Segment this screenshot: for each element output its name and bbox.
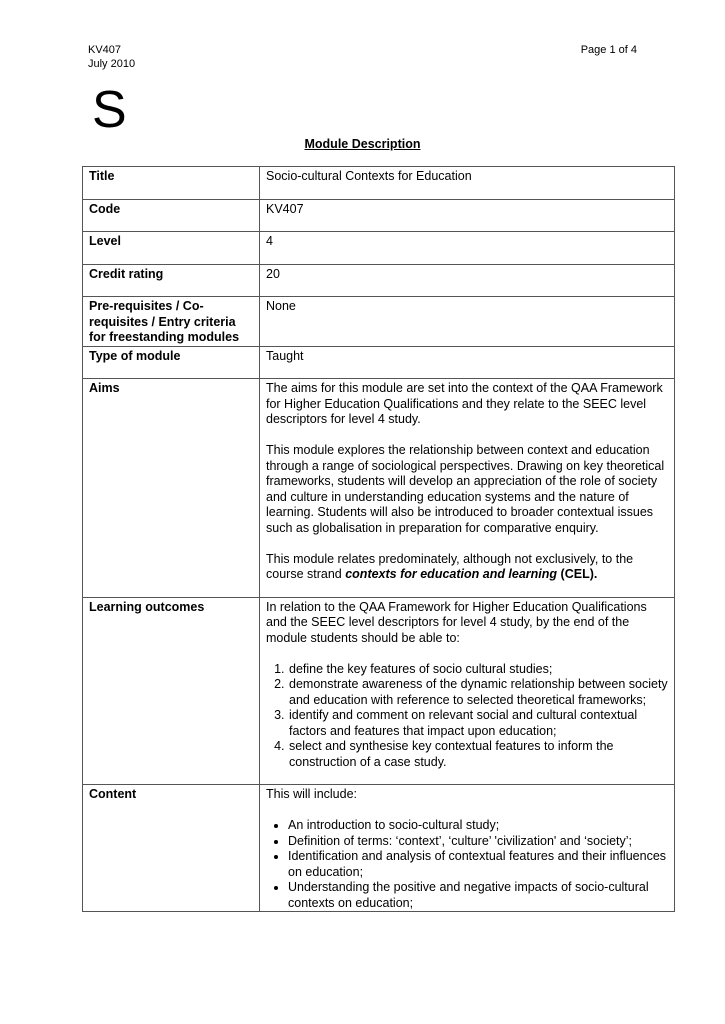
list-item: 4. select and synthesise key contextual features to inform the construction of a case study. <box>288 739 668 770</box>
row-label: Learning outcomes <box>83 597 260 785</box>
page-number: Page 1 of 4 <box>580 44 637 56</box>
row-value: Taught <box>260 346 675 379</box>
table-row <box>83 167 675 200</box>
list-item: • Identification and analysis of contextual features and their influences on education; <box>288 849 668 880</box>
row-value: 4 <box>260 232 675 265</box>
table-row <box>83 346 675 379</box>
row-label: Credit rating <box>83 264 260 297</box>
row-label: Type of module <box>83 346 260 379</box>
page-title: Module Description <box>304 137 421 151</box>
table-row <box>83 597 675 785</box>
outcomes-list <box>266 662 668 771</box>
row-label: Pre-requisites / Co-requisites / Entry criteria for freestanding modules <box>83 297 260 347</box>
content-list <box>266 818 668 911</box>
header-code: KV407 <box>88 44 122 56</box>
header-meta <box>88 43 135 71</box>
course-strand: contexts for education and learning <box>345 567 558 581</box>
table-row <box>83 785 675 912</box>
logo: S <box>92 81 127 139</box>
list-item: 2. demonstrate awareness of the dynamic relationship between society and education with reference to selected theoretical frameworks; <box>288 677 668 708</box>
row-label: Code <box>83 199 260 232</box>
aims-text: This module relates predominately, although not exclusively, to the course strand <box>266 551 634 581</box>
row-label: Level <box>83 232 260 265</box>
row-value: 20 <box>260 264 675 297</box>
aims-paragraph: This module explores the relationship between context and education through a range of sociological perspectives. Drawing on key theoretical frameworks, students will develop an appreciation of the role of society and culture in understanding education systems and the nature of learning. Students will also be introduced to broader contextual issues such as globalisation in preparation for comparative enquiry. <box>266 443 665 535</box>
table-row <box>83 264 675 297</box>
table-row <box>83 232 675 265</box>
outcomes-intro: In relation to the QAA Framework for Higher Education Qualifications and the SEEC level descriptors for level 4 study, by the end of the module students should be able to: <box>266 599 647 645</box>
aims-cell <box>260 379 675 598</box>
list-item: • An introduction to socio-cultural study; <box>288 818 668 834</box>
module-table <box>82 166 675 912</box>
list-item: 1. define the key features of socio cultural studies; <box>288 662 668 678</box>
row-value: None <box>260 297 675 347</box>
list-item: • Definition of terms: ‘context’, ‘culture’ 'civilization' and ‘society’; <box>288 834 668 850</box>
list-item: • Understanding the positive and negative impacts of socio-cultural contexts on education; <box>288 880 668 911</box>
outcomes-cell <box>260 597 675 785</box>
row-label: Content <box>83 785 260 912</box>
row-value: KV407 <box>260 199 675 232</box>
list-item: 3. identify and comment on relevant social and cultural contextual factors and features that impact upon education; <box>288 708 668 739</box>
row-value: Socio-cultural Contexts for Education <box>260 167 675 200</box>
table-row <box>83 199 675 232</box>
table-row <box>83 297 675 347</box>
content-intro: This will include: <box>266 787 358 801</box>
row-label: Aims <box>83 379 260 598</box>
content-cell <box>260 785 675 912</box>
header-date: July 2010 <box>88 58 136 70</box>
aims-paragraph <box>266 552 668 583</box>
course-strand-code: (CEL). <box>557 567 598 581</box>
aims-paragraph: The aims for this module are set into the context of the QAA Framework for Higher Education Qualifications and they relate to the SEEC level descriptors for level 4 study. <box>266 381 663 426</box>
table-row <box>83 379 675 598</box>
row-label: Title <box>83 167 260 200</box>
